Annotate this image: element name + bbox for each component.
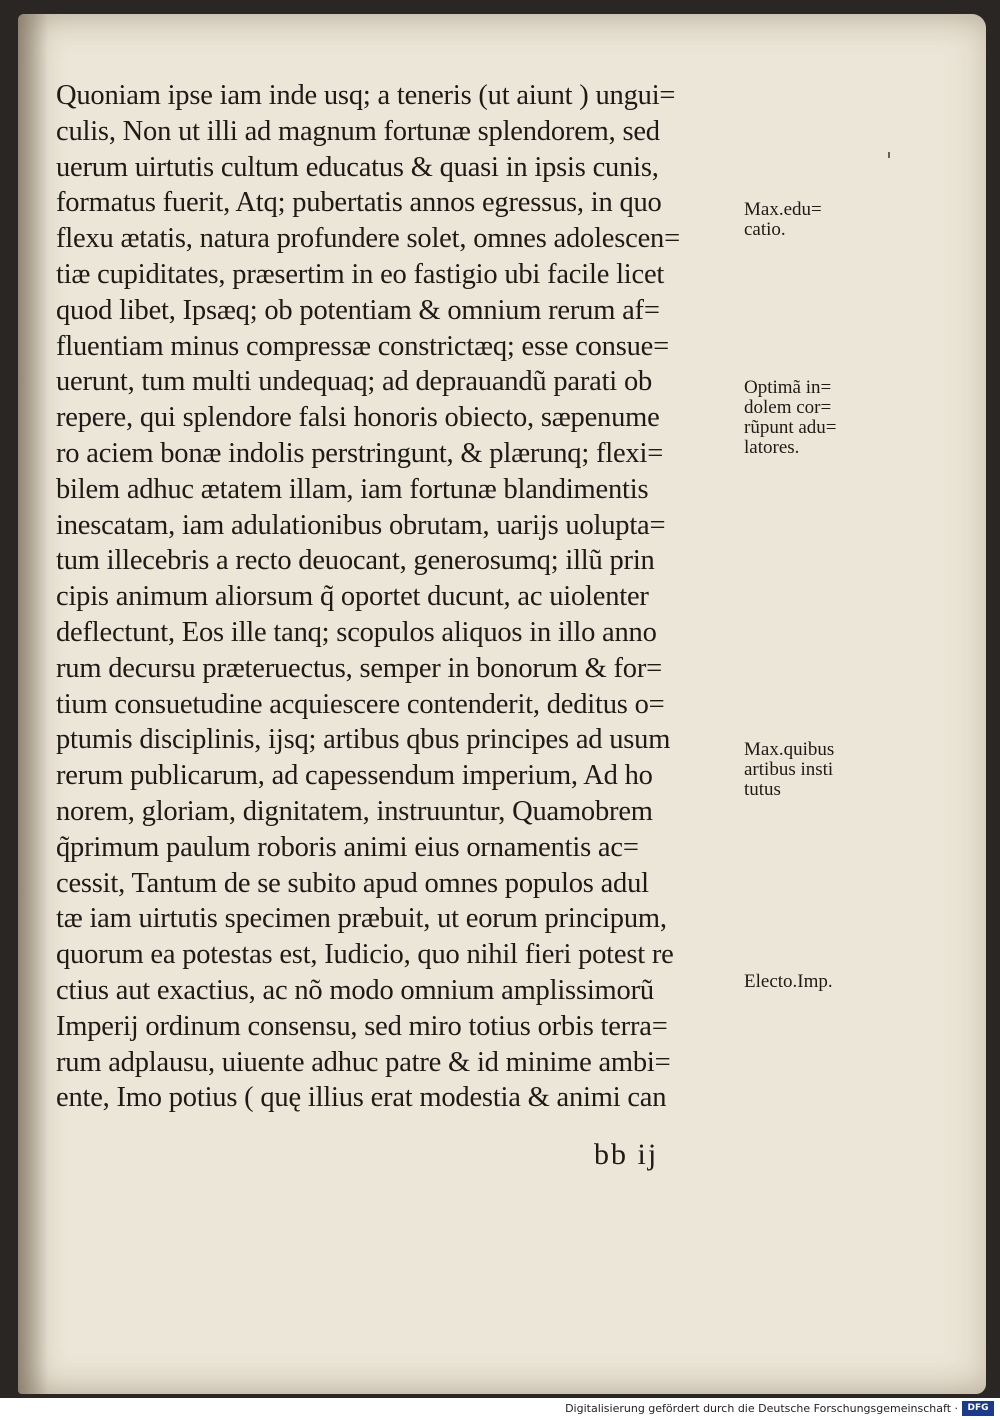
marginal-note-education <box>744 200 894 240</box>
text-line: culis, Non ut illi ad magnum fortunæ splendorem, sed <box>56 115 660 147</box>
text-line: cipis animum aliorsum q̃ oportet ducunt, ac uiolenter <box>56 581 649 613</box>
marginal-line: artibus insti <box>744 759 834 780</box>
marginal-line: Electo.Imp. <box>744 971 833 992</box>
marginal-note-election <box>744 972 894 992</box>
text-line: Imperij ordinum consensu, sed miro totius orbis terra= <box>56 1010 668 1042</box>
footer-credit: Digitalisierung gefördert durch die Deutsche Forschungsgemeinschaft · <box>565 1402 958 1415</box>
text-line: rerum publicarum, ad capessendum imperium, Ad ho <box>56 760 653 792</box>
text-line: tiæ cupiditates, præsertim in eo fastigio ubi facile licet <box>56 258 665 290</box>
marginal-line: dolem cor= <box>744 397 832 418</box>
marginal-line: tutus <box>744 779 781 800</box>
text-line: repere, qui splendore falsi honoris obiecto, sæpenume <box>56 402 660 434</box>
text-line: quorum ea potestas est, Iudicio, quo nihil fieri potest re <box>56 939 674 971</box>
text-line: ptumis disciplinis, ijsq; artibus qbus principes ad usum <box>56 724 671 756</box>
marginal-line: rũpunt adu= <box>744 417 837 438</box>
text-line: inescatam, iam adulationibus obrutam, uarijs uolupta= <box>56 509 666 541</box>
marginal-note-arts <box>744 740 894 800</box>
ink-speck <box>888 152 890 158</box>
text-line: quod libet, Ipsæq; ob potentiam & omnium rerum af= <box>56 294 660 326</box>
text-line: rum decursu præteruectus, semper in bonorum & for= <box>56 652 663 684</box>
text-line: norem, gloriam, dignitatem, instruuntur, Quamobrem <box>56 795 653 827</box>
marginal-line: Max.quibus <box>744 739 835 760</box>
dfg-logo-icon: DFG <box>962 1401 994 1416</box>
text-line: ctius aut exactius, ac nõ modo omnium amplissimorũ <box>56 974 654 1006</box>
page-gutter-shadow <box>18 14 48 1394</box>
text-line: Quoniam ipse iam inde usq; a teneris (ut aiunt ) ungui= <box>56 80 676 111</box>
text-line: flexu ætatis, natura profundere solet, omnes adolescen= <box>56 223 680 255</box>
marginal-line: Optimã in= <box>744 377 832 398</box>
signature-mark: bb ij <box>594 1138 659 1171</box>
text-line: bilem adhuc ætatem illam, iam fortunæ blandimentis <box>56 473 649 505</box>
text-line: formatus fuerit, Atq; pubertatis annos egressus, in quo <box>56 187 662 219</box>
main-text-block <box>56 78 746 1116</box>
text-line: uerum uirtutis cultum educatus & quasi in ipsis cunis, <box>56 151 659 183</box>
text-line: cessit, Tantum de se subito apud omnes populos adul <box>56 867 649 899</box>
text-line: ente, Imo potius ( quę illius erat modestia & animi can <box>56 1082 667 1114</box>
text-line: tium consuetudine acquiescere contenderit, deditus o= <box>56 688 665 720</box>
text-line: uerunt, tum multi undequaq; ad deprauandũ parati ob <box>56 366 653 398</box>
text-line: rum adplausu, uiuente adhuc patre & id minime ambi= <box>56 1046 671 1078</box>
marginal-note-flatterers <box>744 378 894 458</box>
marginal-line: catio. <box>744 219 786 240</box>
text-line: deflectunt, Eos ille tanq; scopulos aliquos in illo anno <box>56 616 657 648</box>
marginal-line: latores. <box>744 437 800 458</box>
text-line: ro aciem bonæ indolis perstringunt, & plærunq; flexi= <box>56 437 664 469</box>
text-line: tum illecebris a recto deuocant, generosumq; illũ prin <box>56 545 655 577</box>
text-line: fluentiam minus compressæ constrictæq; esse consue= <box>56 330 669 362</box>
text-line: q̃primum paulum roboris animi eius ornamentis ac= <box>56 831 639 863</box>
text-line: tæ iam uirtutis specimen præbuit, ut eorum principum, <box>56 903 667 935</box>
marginal-line: Max.edu= <box>744 199 822 220</box>
